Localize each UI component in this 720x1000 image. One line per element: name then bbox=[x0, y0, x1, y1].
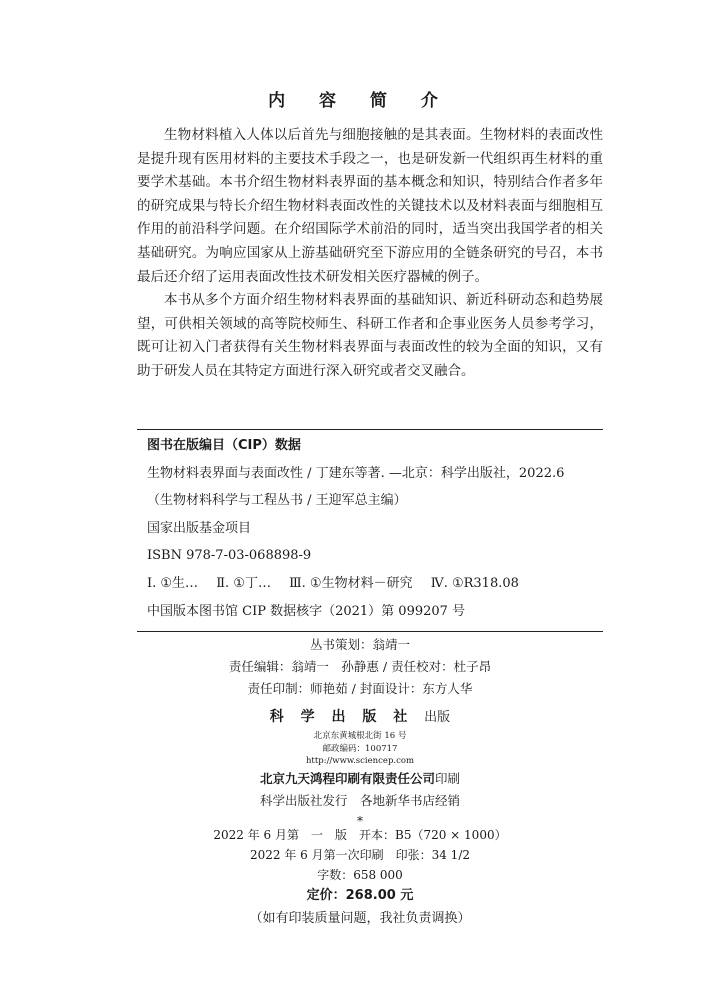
cip-block bbox=[147, 432, 597, 625]
edition-line: 2022 年 6 月第 一 版 开本：B5（720 × 1000） bbox=[213, 828, 507, 842]
printer-line bbox=[0, 768, 720, 790]
distribution-line: 科学出版社发行 各地新华书店经销 bbox=[259, 792, 460, 808]
publisher-line bbox=[0, 704, 720, 730]
intro-text bbox=[137, 124, 603, 384]
series-planner: 丛书策划：翁靖一 bbox=[309, 637, 410, 652]
printing-line: 2022 年 6 月第一次印刷 印张：34 1/2 bbox=[249, 848, 470, 862]
price: 定价：268.00 元 bbox=[306, 888, 414, 903]
cip-classification bbox=[147, 570, 597, 598]
publisher-address: 北京东黄城根北街 16 号 bbox=[313, 731, 407, 741]
cip-series-line: （生物材料科学与工程丛书 / 王迎军总主编） bbox=[147, 493, 407, 509]
publisher-block bbox=[0, 704, 720, 830]
separator-star: * bbox=[357, 813, 363, 828]
cip-heading: 图书在版编目（CIP）数据 bbox=[147, 438, 301, 453]
credits-block bbox=[0, 634, 720, 700]
word-count: 字数：658 000 bbox=[317, 868, 403, 882]
cip-class-3: Ⅲ. ①生物材料－研究 bbox=[289, 575, 413, 591]
responsible-editors: 责任编辑：翁靖一 孙静惠 / 责任校对：杜子昂 bbox=[228, 659, 492, 674]
cip-fund-line: 国家出版基金项目 bbox=[147, 520, 252, 536]
publisher-postcode: 邮政编码：100717 bbox=[322, 743, 398, 754]
intro-title: 内 容 简 介 bbox=[268, 91, 452, 111]
specs-block bbox=[0, 825, 720, 931]
cip-number-line: 中国版本图书馆 CIP 数据核字（2021）第 099207 号 bbox=[147, 603, 466, 619]
cip-bottom-rule bbox=[137, 631, 603, 632]
printer-name: 北京九天鸿程印刷有限责任公司 bbox=[259, 770, 435, 786]
cip-title-line: 生物材料表界面与表面改性 / 丁建东等著. —北京：科学出版社，2022.6 bbox=[147, 465, 565, 481]
cip-class-2: Ⅱ. ①丁… bbox=[216, 575, 271, 591]
intro-paragraph-1: 生物材料植入人体以后首先与细胞接触的是其表面。生物材料的表面改性是提升现有医用材料的主要技术手段之一，也是研发新一代组织再生材料的重要学术基础。本书介绍生物材料表界面的基本概念和知识，特别结合作者多年的研究成果与特长介绍生物材料表面改性的关键技术以及材料表面与细胞相互作用的前沿科学问题。在介绍国际学术前沿的同时，适当突出我国学者的相关基础研究。为响应国家从上游基础研究至下游应用的全链条研究的号召，本书最后还介绍了运用表面改性技术研发相关医疗器械的例子。 bbox=[137, 127, 603, 285]
quality-note: （如有印装质量问题，我社负责调换） bbox=[249, 911, 471, 926]
publisher-suffix: 出版 bbox=[424, 710, 451, 725]
printer-suffix: 印刷 bbox=[435, 770, 461, 786]
publisher-name: 科 学 出 版 社 bbox=[269, 709, 414, 725]
publisher-url: http://www.sciencep.com bbox=[305, 756, 415, 766]
cip-top-rule bbox=[137, 429, 603, 430]
cip-isbn-line: ISBN 978-7-03-068898-9 bbox=[147, 548, 312, 564]
cip-class-1: Ⅰ. ①生… bbox=[147, 575, 199, 591]
cip-class-4: Ⅳ. ①R318.08 bbox=[430, 575, 519, 591]
intro-paragraph-2: 本书从多个方面介绍生物材料表界面的基础知识、新近科研动态和趋势展望，可供相关领域的高等院校师生、科研工作者和企事业医务人员参考学习，既可让初入门者获得有关生物材料表界面与表面改性的较为全面的知识，又有助于研发人员在其特定方面进行深入研究或者交叉融合。 bbox=[137, 292, 603, 379]
print-and-design: 责任印制：师艳茹 / 封面设计：东方人华 bbox=[247, 681, 473, 696]
